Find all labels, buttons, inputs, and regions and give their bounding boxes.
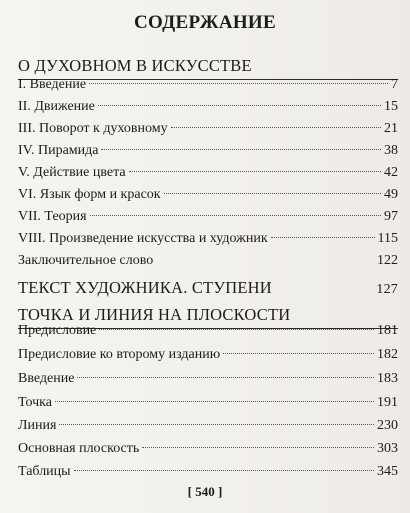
toc-entry <box>18 438 398 460</box>
section-title: ТЕКСТ ХУДОЖНИКА. СТУПЕНИ <box>18 278 272 297</box>
toc-entry-title: Предисловие ко второму изданию <box>18 347 221 362</box>
toc-entry <box>18 206 398 228</box>
toc-entry-page: 345 <box>377 464 398 479</box>
toc-entry-title: IV. Пирамида <box>18 143 99 158</box>
toc-entry-page: 191 <box>377 395 398 410</box>
dot-leader <box>55 401 374 402</box>
toc-entry-page: 21 <box>384 121 398 136</box>
dot-leader <box>271 237 375 238</box>
toc-entry-title: VII. Теория <box>18 209 87 224</box>
section-title: О ДУХОВНОМ В ИСКУССТВЕ <box>18 56 252 75</box>
dot-leader <box>77 377 374 378</box>
toc-entry <box>18 344 398 366</box>
toc-entry-title: I. Введение <box>18 77 87 92</box>
toc-entry-page: 303 <box>377 441 398 456</box>
dot-leader <box>98 105 381 106</box>
toc-entry-title: Линия <box>18 418 57 433</box>
toc-entry-title: VIII. Произведение искусства и художник <box>18 231 268 246</box>
toc-entry-title: Таблицы <box>18 464 71 479</box>
toc-entry <box>18 74 398 96</box>
toc-entry-page: 183 <box>377 371 398 386</box>
dot-leader <box>59 424 374 425</box>
toc-entry-page: 49 <box>384 187 398 202</box>
toc-entry <box>18 96 398 118</box>
dot-leader <box>171 127 381 128</box>
toc-entry-page: 181 <box>377 323 398 338</box>
toc-entry-title: III. Поворот к духовному <box>18 121 168 136</box>
toc-entry <box>18 250 398 272</box>
toc-entry <box>18 320 398 342</box>
dot-leader <box>101 149 381 150</box>
dot-leader <box>129 171 381 172</box>
page-number-footer: [ 540 ] <box>187 484 223 499</box>
toc-entry-title: II. Движение <box>18 99 95 114</box>
toc-entry <box>18 228 398 250</box>
section-title: ТОЧКА И ЛИНИЯ НА ПЛОСКОСТИ <box>18 305 291 324</box>
toc-entry <box>18 118 398 140</box>
toc-entry-page: 115 <box>377 231 398 246</box>
section-heading-2 <box>18 278 398 298</box>
toc-entry-page: 97 <box>384 209 398 224</box>
toc-entry-title: Предисловие <box>18 323 97 338</box>
toc-entry-title: Основная плоскость <box>18 441 140 456</box>
toc-entry-page: 230 <box>377 418 398 433</box>
toc-entry-title: VI. Язык форм и красок <box>18 187 161 202</box>
toc-entry <box>18 184 398 206</box>
dot-leader <box>142 447 374 448</box>
dot-leader <box>89 83 388 84</box>
toc-entry <box>18 392 398 414</box>
toc-entry-title: Введение <box>18 371 75 386</box>
toc-entry-title: Заключительное слово <box>18 253 154 268</box>
toc-entry-title: V. Действие цвета <box>18 165 126 180</box>
dot-leader <box>99 329 374 330</box>
toc-entry <box>18 368 398 390</box>
dot-leader <box>164 193 381 194</box>
toc-entry-page: 122 <box>377 253 398 268</box>
dot-leader <box>90 215 381 216</box>
toc-entry-page: 182 <box>377 347 398 362</box>
toc-entry-page: 7 <box>391 77 398 92</box>
toc-entry-page: 15 <box>384 99 398 114</box>
toc-entry <box>18 415 398 437</box>
section-page: 127 <box>376 282 398 297</box>
toc-entry-title: Точка <box>18 395 52 410</box>
toc-entry <box>18 461 398 483</box>
page-title: СОДЕРЖАНИЕ <box>134 12 276 33</box>
dot-leader <box>223 353 374 354</box>
toc-entry <box>18 140 398 162</box>
dot-leader <box>74 470 374 471</box>
toc-entry-page: 42 <box>384 165 398 180</box>
toc-entry <box>18 162 398 184</box>
toc-entry-page: 38 <box>384 143 398 158</box>
section-heading-1 <box>18 56 398 76</box>
